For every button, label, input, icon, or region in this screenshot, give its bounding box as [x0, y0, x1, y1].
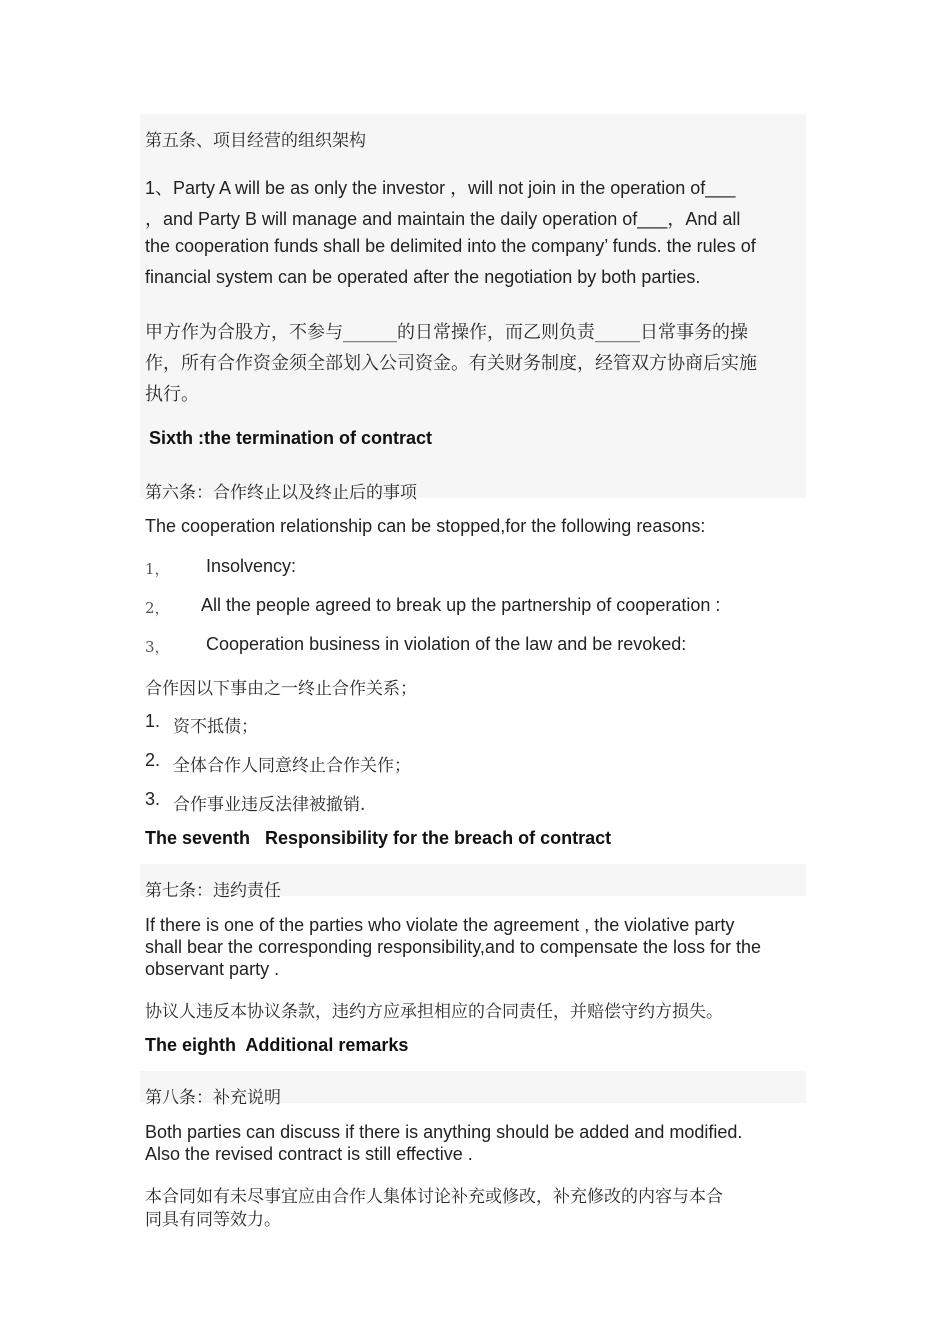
article7-en-line-2: shall bear the corresponding responsibility,and to compensate the loss for the: [145, 937, 762, 957]
reason-zh-number: 3.: [145, 789, 161, 809]
article5-en-line-2: ，and Party B will manage and maintain the daily operation of___，And all: [145, 209, 741, 229]
article8-heading-en: The eighth Additional remarks: [145, 1035, 409, 1055]
reason-en-number: 3，: [145, 638, 170, 656]
reason-zh-number: 1.: [145, 711, 161, 731]
reason-en-text: Cooperation business in violation of the law and be revoked:: [206, 634, 687, 654]
reason-en-number: 2，: [145, 599, 170, 617]
reason-zh-text: 全体合作人同意终止合作关作；: [173, 756, 411, 776]
article7-heading-en: The seventh Responsibility for the breach of contract: [145, 828, 612, 848]
article6-heading-en: Sixth :the termination of contract: [149, 428, 433, 448]
article8-en-line-2: Also the revised contract is still effective .: [145, 1144, 473, 1164]
article6-intro-en: The cooperation relationship can be stopped,for the following reasons:: [145, 516, 706, 536]
article5-zh-line-3: 执行。: [145, 384, 199, 405]
article5-en-line-4: financial system can be operated after the negotiation by both parties.: [145, 267, 701, 287]
article8-zh-line-1: 本合同如有未尽事宜应由合作人集体讨论补充或修改，补充修改的内容与本合: [145, 1187, 723, 1207]
article5-zh-line-1: 甲方作为合股方，不参与______的日常操作，而乙则负责_____日常事务的操: [145, 322, 748, 343]
article7-zh: 协议人违反本协议条款，违约方应承担相应的合同责任，并赔偿守约方损失。: [145, 1002, 723, 1022]
article5-heading-zh: 第五条、项目经营的组织架构: [145, 131, 366, 151]
article5-en-line-1: 1、Party A will be as only the investor ，will not join in the operation of___: [145, 178, 736, 198]
article5-zh-line-2: 作，所有合作资金须全部划入公司资金。有关财务制度，经管双方协商后实施: [145, 353, 757, 374]
article7-en-line-1: If there is one of the parties who violate the agreement , the violative party: [145, 915, 735, 935]
article6-heading-zh: 第六条：合作终止以及终止后的事项: [145, 483, 417, 503]
article7-heading-zh: 第七条：违约责任: [145, 881, 281, 901]
reason-zh-text: 合作事业违反法律被撤销.: [173, 795, 366, 815]
article8-zh-line-2: 同具有同等效力。: [145, 1210, 281, 1230]
article6-intro-zh: 合作因以下事由之一终止合作关系；: [145, 679, 417, 699]
reason-en-text: All the people agreed to break up the partnership of cooperation :: [201, 595, 721, 615]
article8-en-line-1: Both parties can discuss if there is anything should be added and modified.: [145, 1122, 743, 1142]
reason-zh-number: 2.: [145, 750, 161, 770]
reason-en-number: 1，: [145, 560, 170, 578]
article5-en-line-3: the cooperation funds shall be delimited into the company’ funds. the rules of: [145, 236, 756, 256]
article8-heading-zh: 第八条：补充说明: [145, 1088, 281, 1108]
article7-en-line-3: observant party .: [145, 959, 280, 979]
reason-zh-text: 资不抵债；: [173, 717, 258, 737]
reason-en-text: Insolvency:: [206, 556, 297, 576]
